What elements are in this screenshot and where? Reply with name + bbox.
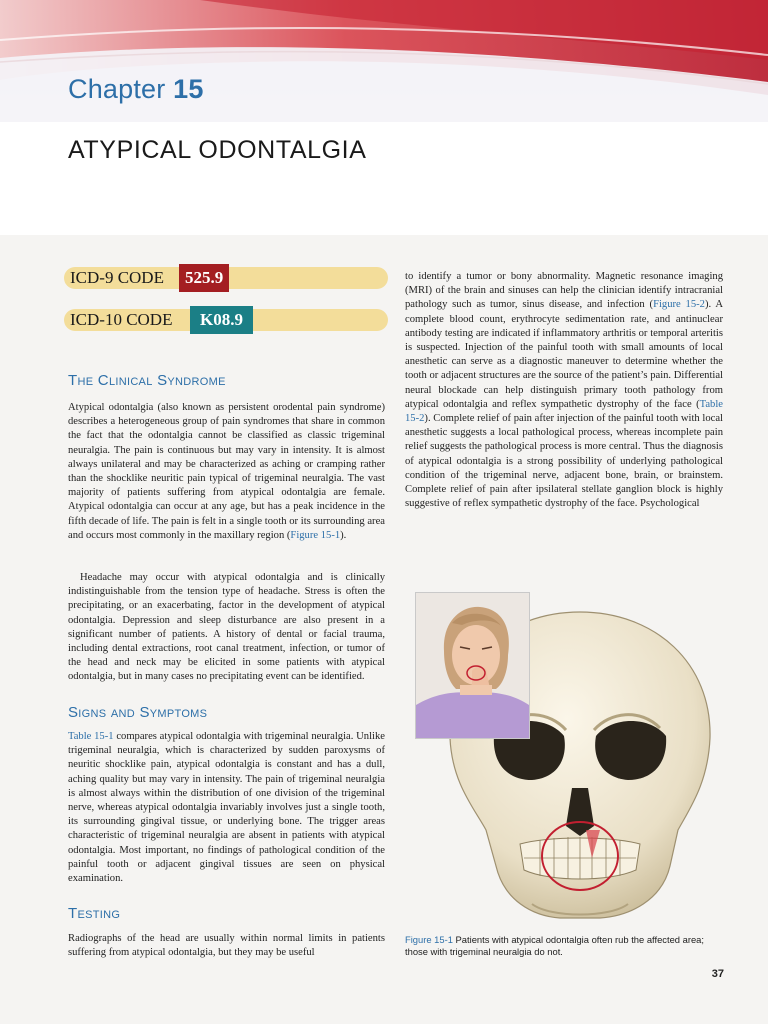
table-15-2-link[interactable]: Table 15-2 xyxy=(405,398,723,425)
clinical-p1-end: ). xyxy=(340,529,347,541)
chapter-title: ATYPICAL ODONTALGIA xyxy=(68,136,367,164)
header-background xyxy=(0,0,768,235)
right-t2: ). A complete blood count, erythrocyte sedimentation rate, and antinuclear antibody testing are indicated if inflammatory arthritis or temporal arteritis is suspected. Injection of the painful tooth with small amounts of local anesthetic can serve as a diagnostic maneuver to determine whether the tooth or adjacent structures are the source of the patient’s pain. Differential neural blockade can help distinguish primary tooth pathology from atypical odontalgia and reflex sympathetic dystrophy of the face ( xyxy=(405,299,724,410)
signs-paragraph xyxy=(68,730,385,886)
right-t3: ). Complete relief of pain after injection of the painful tooth with local anesthetic suggests a local pathological process, whereas incomplete pain relief suggests the pathological process is more central. Thus the diagnosis of atypical odontalgia is a strong possibility of underlying pathological condition of the trigeminal nerve, adjacent bone, brain, or brainstem. Complete relief of pain after ipsilateral stellate ganglion block is highly suggestive of reflex sympathetic dystrophy of the face. Psychological xyxy=(405,413,723,510)
right-t1: to identify a tumor or bony abnormality. Magnetic resonance imaging (MRI) of the brain and sinuses can help the clinician identify intracranial pathology such as tumor, sinus disease, and infection ( xyxy=(405,271,723,311)
chapter-number-value: 15 xyxy=(173,74,204,104)
icd9-bar xyxy=(64,267,388,289)
figure-label: Figure 15-1 xyxy=(405,934,453,945)
clinical-paragraph-1 xyxy=(68,401,385,543)
chapter-number xyxy=(68,74,204,105)
icd10-bar xyxy=(64,309,388,331)
figure-caption xyxy=(405,934,723,959)
icd9-label: ICD-9 CODE xyxy=(70,268,164,287)
icd9-code: 525.9 xyxy=(179,264,229,292)
signs-text: compares atypical odontalgia with trigeminal neuralgia. Unlike trigeminal neuralgia, which is characterized by sudden paroxysms of neuritic shocklike pain, atypical odontalgia is constant and has a dull, aching quality but may vary in intensity. The pain of trigeminal neuralgia is almost always within the distribution of one division of the trigeminal nerve, whereas atypical odontalgia invariably involves just a single tooth, its surrounding gingival tissue, or underlying bone. The trigger areas characteristic of trigeminal neuralgia are absent in patients with atypical odontalgia. Most important, no findings of pathological condition of the painful tooth or adjacent gingival tissues are seen on physical examination. xyxy=(68,731,385,885)
section-heading-clinical: The Clinical Syndrome xyxy=(68,372,226,389)
patient-image xyxy=(415,592,530,739)
icd10-code: K08.9 xyxy=(190,306,253,334)
clinical-paragraph-2: Headache may occur with atypical odontalgia and is clinically indistinguishable from the tension type of headache. Stress is often the precipitating, or an exacerbating, factor in the development of atypical odontalgia. Depression and sleep disturbance are also present in a significant number of patients. A history of dental or facial trauma, including dental extractions, root canal treatment, infection, or tumor of the head and neck may be elicited in some patients with atypical odontalgia, but in many cases no precipitating event can be identified. xyxy=(68,572,385,683)
section-heading-signs: Signs and Symptoms xyxy=(68,704,208,721)
figure-caption-text: Patients with atypical odontalgia often rub the affected area; those with trigeminal neuralgia do not. xyxy=(405,934,704,958)
figure-15-2-link[interactable]: Figure 15-2 xyxy=(653,299,705,311)
patient-illustration xyxy=(416,593,529,738)
testing-paragraph: Radiographs of the head are usually within normal limits in patients suffering from atypical odontalgia, but they may be useful xyxy=(68,933,385,959)
right-column-paragraph xyxy=(405,270,723,511)
figure-15-1-link[interactable]: Figure 15-1 xyxy=(290,529,341,541)
page-number: 37 xyxy=(711,968,724,980)
table-15-1-link[interactable]: Table 15-1 xyxy=(68,731,114,742)
clinical-p1-text: Atypical odontalgia (also known as persistent orodental pain syndrome) describes a heterogeneous group of pain syndromes that share in common the fact that the odontalgia cannot be classified as classic trigeminal neuralgia. The pain is continuous but may vary in intensity. It is almost always unilateral and may be characterized as aching or cramping rather than the shocklike neuritic pain typical of trigeminal neuralgia. The vast majority of patients suffering from atypical odontalgia are female. Atypical odontalgia can occur at any age, but has a peak incidence in the fifth decade of life. The pain is felt in a single tooth or its surrounding area and occurs most commonly in the maxillary region ( xyxy=(68,402,385,541)
chapter-label-text: Chapter xyxy=(68,74,166,104)
icd10-label: ICD-10 CODE xyxy=(70,310,173,329)
chapter-header xyxy=(0,0,768,235)
section-heading-testing: Testing xyxy=(68,905,121,922)
